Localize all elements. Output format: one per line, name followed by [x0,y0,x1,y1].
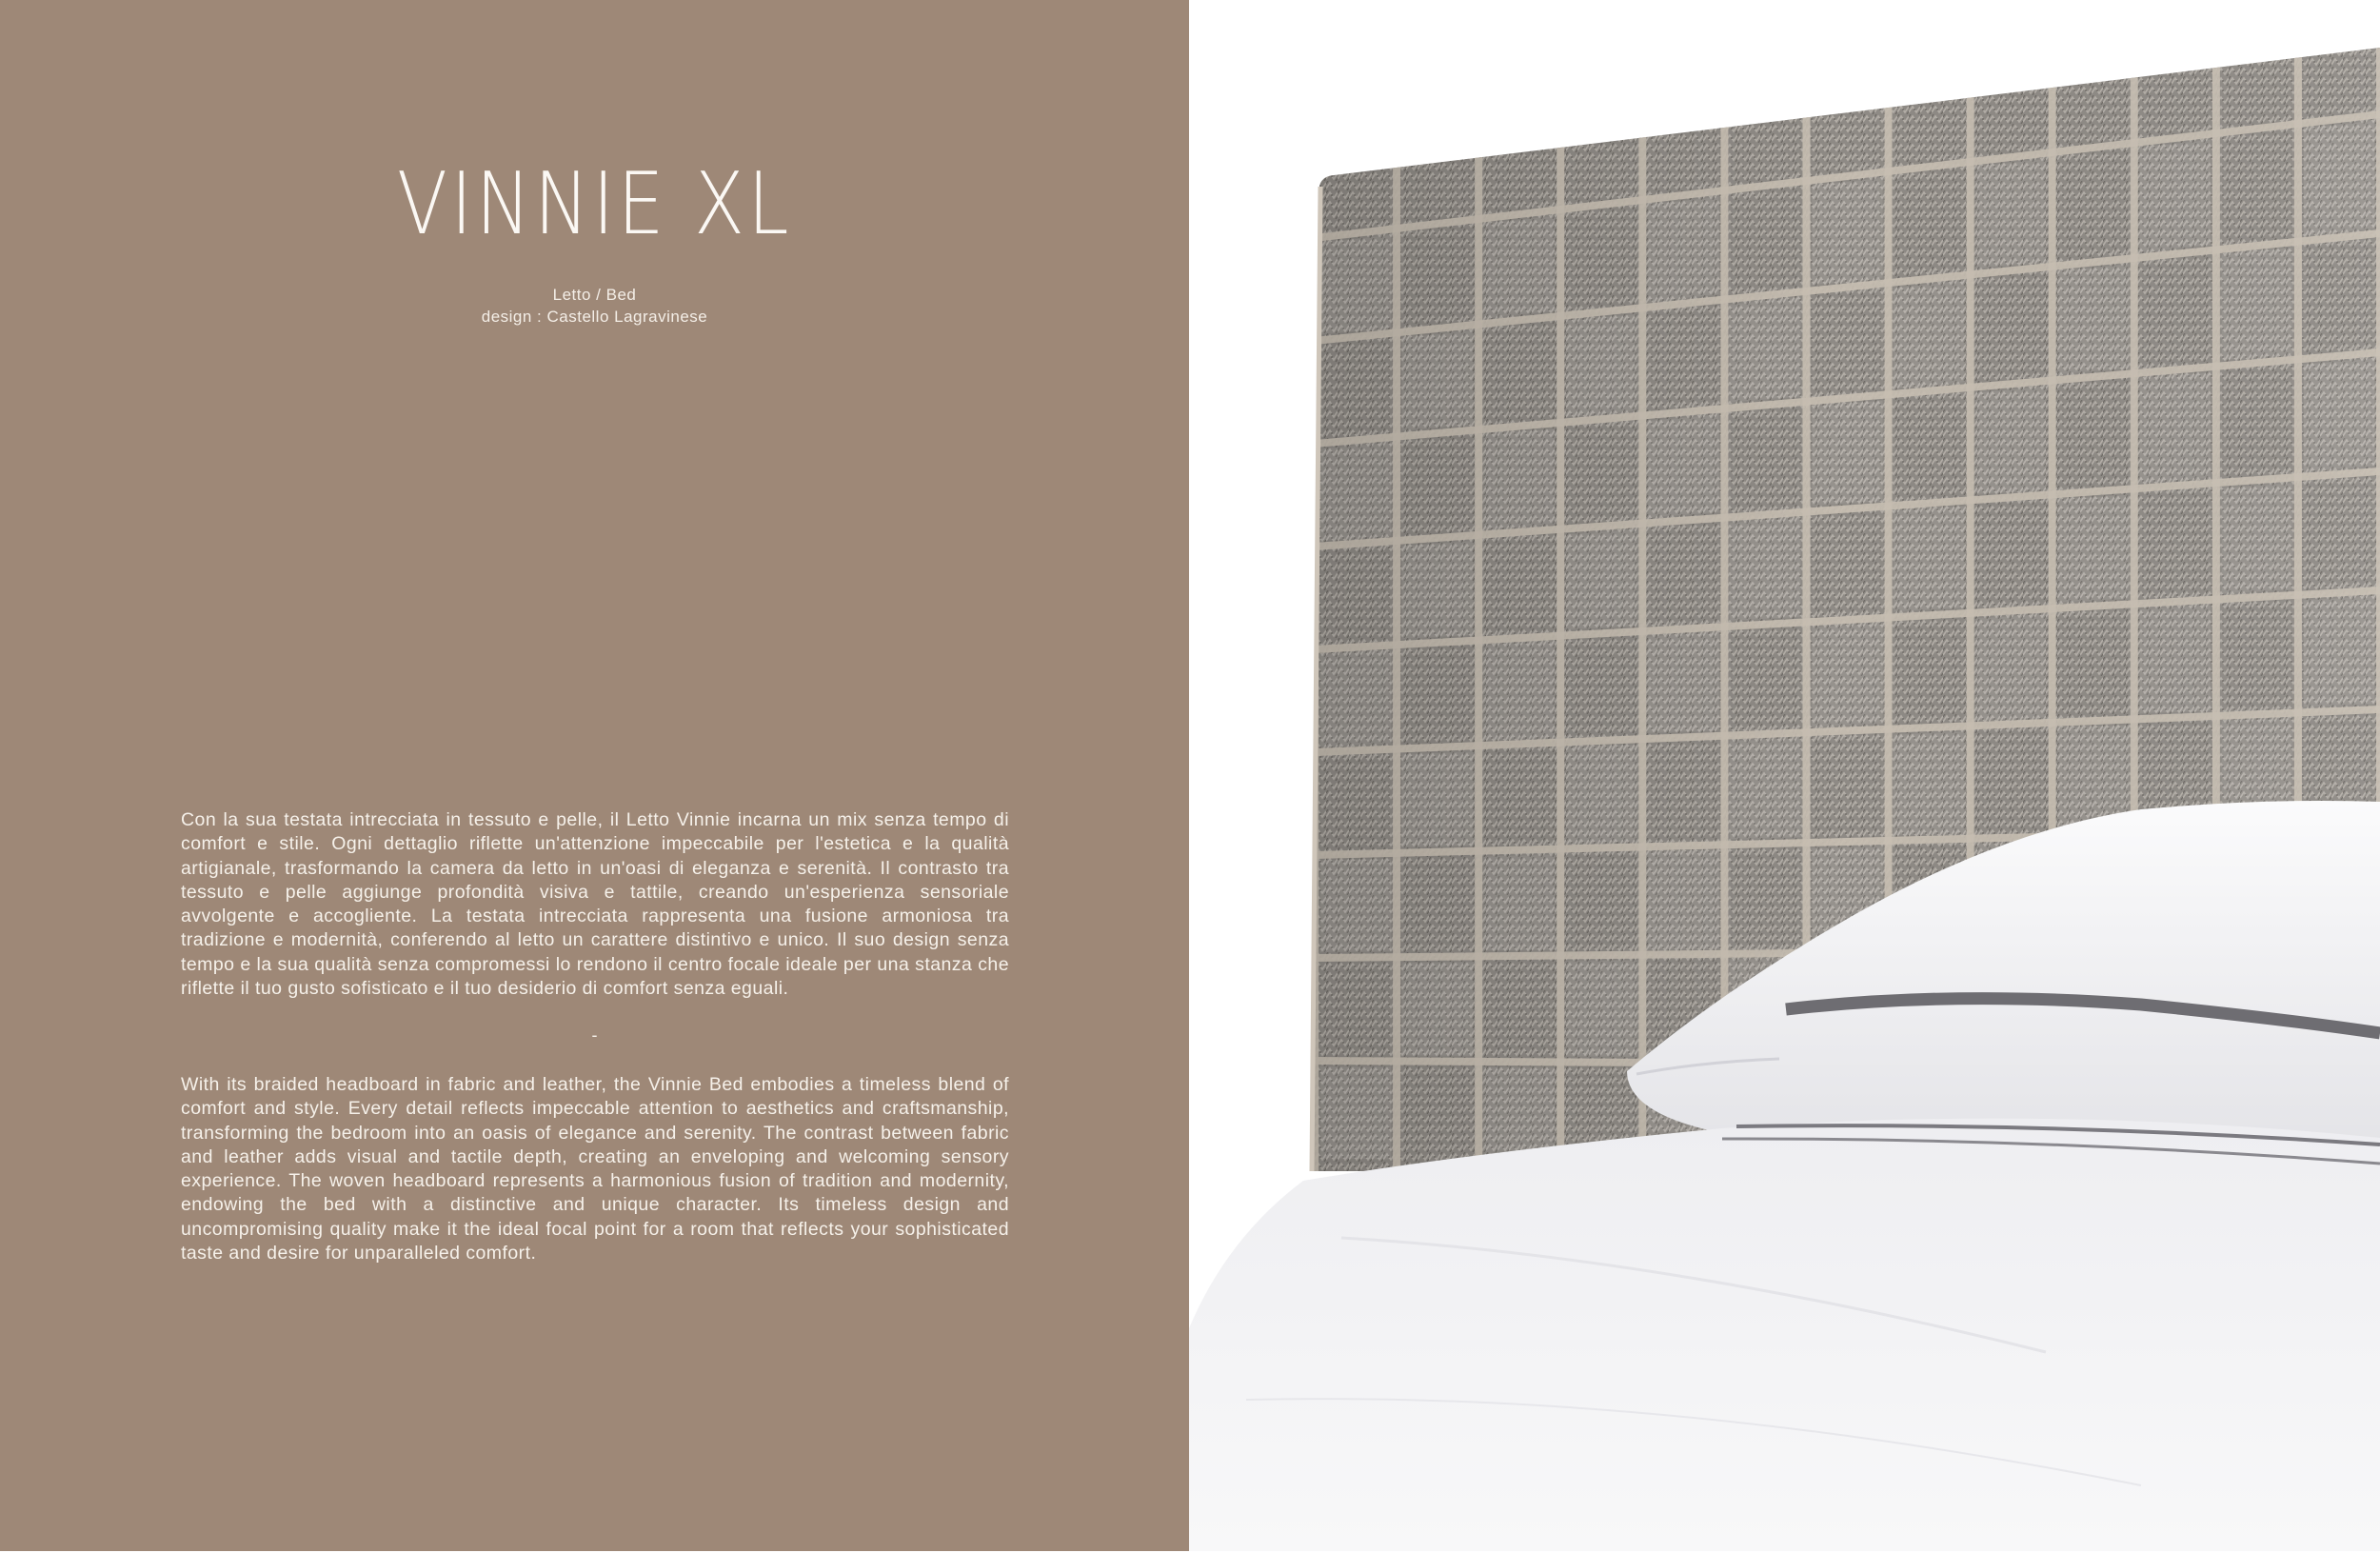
description-italian: Con la sua testata intrecciata in tessuto e pelle, il Letto Vinnie incarna un mix senza tempo di comfort e stile. Ogni dettaglio riflette un'attenzione impeccabile per l'estetica e la qualità artigianale, trasformando la camera da letto in un'oasi di eleganza e serenità. Il contrasto tra tessuto e pelle aggiunge profondità visiva e tattile, creando un'esperienza sensoriale avvolgente e accogliente. La testata intrecciata rappresenta una fusione armoniosa tra tradizione e modernità, conferendo al letto un carattere distintivo e unico. Il suo design senza tempo e la sua qualità senza compromessi lo rendono il centro focale ideale per una stanza che riflette il tuo gusto sofisticato e il tuo desiderio di comfort senza eguali. [181,809,1009,1000]
text-panel [0,0,1189,1553]
bed-photo [1189,0,2380,1553]
product-designer: design : Castello Lagravinese [481,308,708,326]
product-type: Letto / Bed [552,286,637,304]
description-english: With its braided headboard in fabric and leather, the Vinnie Bed embodies a timeless blend of comfort and style. Every detail reflects impeccable attention to aesthetics and craftsmanship, transforming the bedroom into an oasis of elegance and serenity. The contrast between fabric and leather adds visual and tactile depth, creating an enveloping and welcoming sensory experience. The woven headboard represents a harmonious fusion of tradition and modernity, endowing the bed with a distinctive and unique character. Its timeless design and uncompromising quality make it the ideal focal point for a room that reflects your sophisticated taste and desire for unparalleled comfort. [181,1074,1009,1264]
language-separator: - [591,1025,598,1045]
product-title: VINNIE XL [396,154,793,254]
bed-linen [1189,1119,2380,1553]
